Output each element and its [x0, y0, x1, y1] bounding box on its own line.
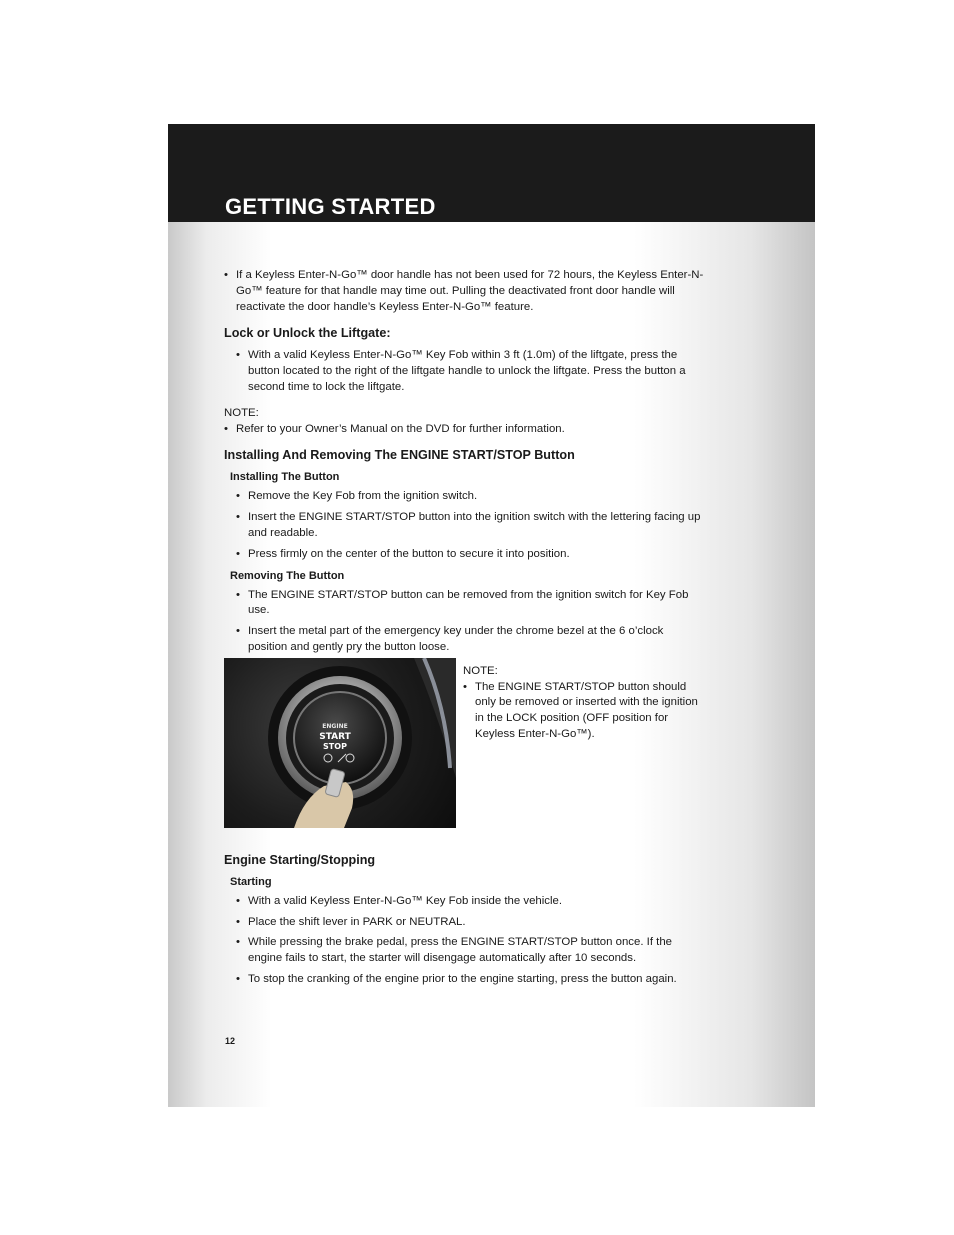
list-item: • Insert the metal part of the emergency key under the chrome bezel at the 6 o’clock position and gently pry the button loose.: [236, 624, 704, 656]
list-item: • Remove the Key Fob from the ignition switch.: [236, 489, 704, 505]
removing-subheading: Removing The Button: [230, 569, 345, 582]
start-stop-button-photo: [224, 658, 456, 828]
liftgate-note-bullet: • Refer to your Owner’s Manual on the DVD for further information.: [224, 422, 704, 438]
removal-note: [463, 658, 703, 828]
page-content: [224, 268, 704, 993]
liftgate-bullet: • With a valid Keyless Enter-N-Go™ Key Fob within 3 ft (1.0m) of the liftgate, press the button located to the right of the liftgate handle to unlock the liftgate. Press the button a second time to lock the liftgate.: [236, 348, 704, 395]
list-item: • Place the shift lever in PARK or NEUTRAL.: [236, 915, 704, 931]
ignition-switch-illustration: [224, 658, 456, 828]
photo-label-stop: STOP: [323, 741, 347, 751]
liftgate-note-label: NOTE:: [224, 406, 259, 419]
manual-page: [168, 124, 815, 1107]
list-item: • Press firmly on the center of the button to secure it into position.: [236, 547, 704, 563]
page-number: 12: [225, 1036, 236, 1046]
engine-starting-heading: Engine Starting/Stopping: [224, 852, 376, 867]
page-title: GETTING STARTED: [225, 194, 436, 219]
list-item: • Insert the ENGINE START/STOP button into the ignition switch with the lettering facing up and readable.: [236, 510, 704, 542]
installing-subheading: Installing The Button: [230, 471, 340, 484]
liftgate-heading: Lock or Unlock the Liftgate:: [224, 326, 391, 341]
removal-note-label: NOTE:: [463, 664, 498, 677]
list-item: • While pressing the brake pedal, press the ENGINE START/STOP button once. If the engine fails to start, the starter will disengage automatically after 10 seconds.: [236, 935, 704, 967]
list-item: • With a valid Keyless Enter-N-Go™ Key Fob inside the vehicle.: [236, 894, 704, 910]
intro-bullet: • If a Keyless Enter-N-Go™ door handle has not been used for 72 hours, the Keyless Enter-N-Go™ feature for that handle may time out. Pulling the deactivated front door handle will reactivate the door handle’s Keyless Enter-N-Go™ feature.: [224, 268, 704, 315]
photo-label-engine: ENGINE: [322, 722, 348, 730]
install-remove-heading: Installing And Removing The ENGINE START/STOP Button: [224, 448, 575, 463]
list-item: • To stop the cranking of the engine prior to the engine starting, press the button again.: [236, 972, 704, 988]
figure-row: [224, 658, 704, 828]
list-item: • The ENGINE START/STOP button can be removed from the ignition switch for Key Fob use.: [236, 588, 704, 620]
removal-note-bullet: • The ENGINE START/STOP button should only be removed or inserted with the ignition in the LOCK position (OFF position for Keyless Enter-N-Go™).: [463, 680, 703, 743]
starting-subheading: Starting: [230, 875, 272, 888]
header-band: [168, 124, 815, 222]
photo-label-start: START: [319, 731, 351, 742]
